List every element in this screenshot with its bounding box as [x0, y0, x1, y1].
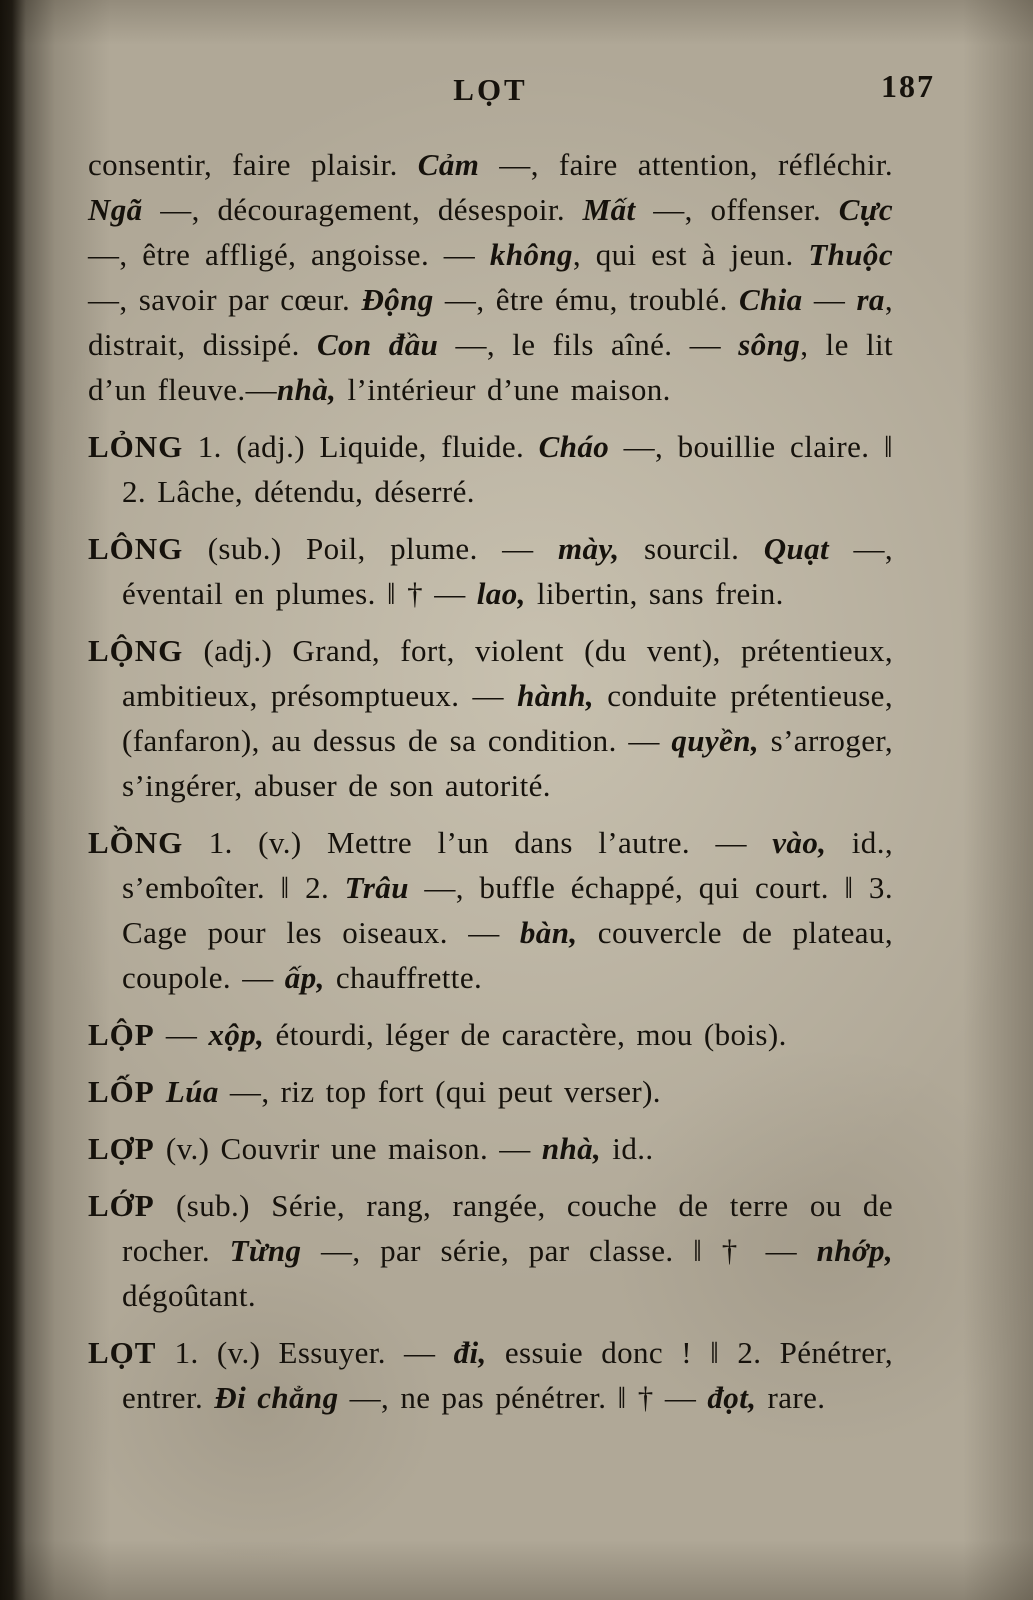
definition-text: 1. (v.) Essuyer. — [156, 1335, 454, 1370]
vietnamese-term: ra [856, 282, 885, 317]
headword: LỎNG [88, 429, 184, 464]
vietnamese-term: Trâu [344, 870, 409, 905]
vietnamese-term: vào, [772, 825, 827, 860]
vietnamese-term: Chia [738, 282, 803, 317]
vietnamese-term: nhà, [276, 372, 337, 407]
definition-text: s’arroger, s’ingérer, abuser de son autorité. [122, 723, 893, 803]
vietnamese-term: Cháo [538, 429, 610, 464]
definition-text: —, buffle échappé, qui court. ‖ 3. Cage pour les oiseaux. — [122, 870, 893, 950]
vietnamese-term: nhà, [541, 1131, 602, 1166]
definition-text: —, le fils aîné. — [438, 327, 739, 362]
definition-text: libertin, sans frein. [525, 576, 784, 611]
vietnamese-term: hành, [517, 678, 595, 713]
vietnamese-term: Quạt [763, 531, 830, 566]
headword: LỒNG [88, 825, 184, 860]
definition-text [155, 1074, 166, 1109]
definition-text: —, offenser. [635, 192, 839, 227]
definition-text: dégoûtant. [122, 1278, 256, 1313]
vietnamese-term: Cảm [417, 147, 480, 182]
headword: LỢP [88, 1131, 155, 1166]
definition-text: id., s’emboîter. ‖ 2. [122, 825, 893, 905]
vietnamese-term: đi, [453, 1335, 487, 1370]
definition-text: , qui est à jeun. [572, 237, 809, 272]
headword: LỐP [88, 1074, 155, 1109]
vietnamese-term: mày, [557, 531, 620, 566]
definition-text: —, bouillie claire. ‖ 2. Lâche, détendu, déserré. [122, 429, 893, 509]
vietnamese-term: Mất [582, 192, 636, 227]
vietnamese-term: Lúa [165, 1074, 219, 1109]
definition-text: (v.) Couvrir une maison. — [154, 1131, 542, 1166]
page-number: 187 [881, 68, 935, 104]
definition-text: conduite prétentieuse, (fanfaron), au dessus de sa condition. — [122, 678, 893, 758]
dictionary-entry [88, 142, 893, 412]
definition-text: étourdi, léger de caractère, mou (bois). [264, 1017, 787, 1052]
vietnamese-term: Từng [229, 1233, 302, 1268]
definition-text: —, éventail en plumes. ‖ † — [122, 531, 894, 611]
definition-text: essuie donc ! ‖ 2. Pénétrer, entrer. [122, 1335, 893, 1415]
dictionary-entry [88, 424, 893, 514]
definition-text: couvercle de plateau, coupole. — [122, 915, 893, 995]
vietnamese-term: đọt, [707, 1380, 757, 1415]
definition-text: —, ne pas pénétrer. ‖ † — [338, 1380, 708, 1415]
definition-text: l’intérieur d’une maison. [336, 372, 671, 407]
vietnamese-term: Con đầu [316, 327, 439, 362]
definition-text: — [154, 1017, 209, 1052]
definition-text: sourcil. [619, 531, 764, 566]
vietnamese-term: nhớp, [816, 1233, 894, 1268]
definition-text: — [802, 282, 857, 317]
vietnamese-term: Động [361, 282, 434, 317]
definition-text: 1. (adj.) Liquide, fluide. [183, 429, 539, 464]
definition-text: (sub.) Série, rang, rangée, couche de terre ou de rocher. [122, 1188, 893, 1268]
definition-text: consentir, faire plaisir. [88, 147, 418, 182]
page-header [88, 68, 935, 124]
dictionary-entry [88, 1330, 893, 1420]
headword: LỘP [88, 1017, 155, 1052]
dictionary-entry [88, 1126, 893, 1171]
definition-text: (adj.) Grand, fort, violent (du vent), prétentieux, ambitieux, présomptueux. — [122, 633, 893, 713]
vietnamese-term: Đi chẳng [214, 1380, 339, 1415]
definition-text: chauffrette. [324, 960, 483, 995]
dictionary-entry [88, 628, 893, 808]
vietnamese-term: bàn, [519, 915, 578, 950]
headword: LỚP [88, 1188, 155, 1223]
definition-text: , distrait, dissipé. [88, 282, 893, 362]
entries [88, 142, 893, 1420]
dictionary-entry [88, 1069, 893, 1114]
vietnamese-term: Thuộc [808, 237, 893, 272]
dictionary-entry [88, 820, 893, 1000]
headword: LỘNG [88, 633, 184, 668]
vietnamese-term: lao, [476, 576, 526, 611]
vietnamese-term: ấp, [284, 960, 325, 995]
headword: LỌT [88, 1335, 157, 1370]
definition-text: —, être affligé, angoisse. — [88, 237, 490, 272]
definition-text: (sub.) Poil, plume. — [183, 531, 558, 566]
running-head: LỌT [453, 72, 528, 107]
vietnamese-term: xộp, [208, 1017, 265, 1052]
dictionary-entry [88, 526, 894, 616]
dictionary-entry [88, 1183, 894, 1318]
definition-text: —, par série, par classe. ‖ † — [301, 1233, 817, 1268]
definition-text: —, faire attention, réfléchir. [479, 147, 893, 182]
vietnamese-term: Ngã [88, 192, 143, 227]
definition-text: id.. [601, 1131, 654, 1166]
vietnamese-term: quyền, [671, 723, 759, 758]
definition-text: 1. (v.) Mettre l’un dans l’autre. — [183, 825, 773, 860]
headword: LÔNG [88, 531, 184, 566]
definition-text: —, riz top fort (qui peut verser). [218, 1074, 661, 1109]
definition-text: —, être ému, troublé. [433, 282, 739, 317]
definition-text: rare. [756, 1380, 826, 1415]
vietnamese-term: sông [738, 327, 801, 362]
definition-text: —, savoir par cœur. [88, 282, 362, 317]
definition-text: —, découragement, désespoir. [142, 192, 583, 227]
vietnamese-term: không [489, 237, 573, 272]
dictionary-entry [88, 1012, 893, 1057]
definition-text: , le lit d’un fleuve.— [88, 327, 893, 407]
vietnamese-term: Cực [838, 192, 893, 227]
